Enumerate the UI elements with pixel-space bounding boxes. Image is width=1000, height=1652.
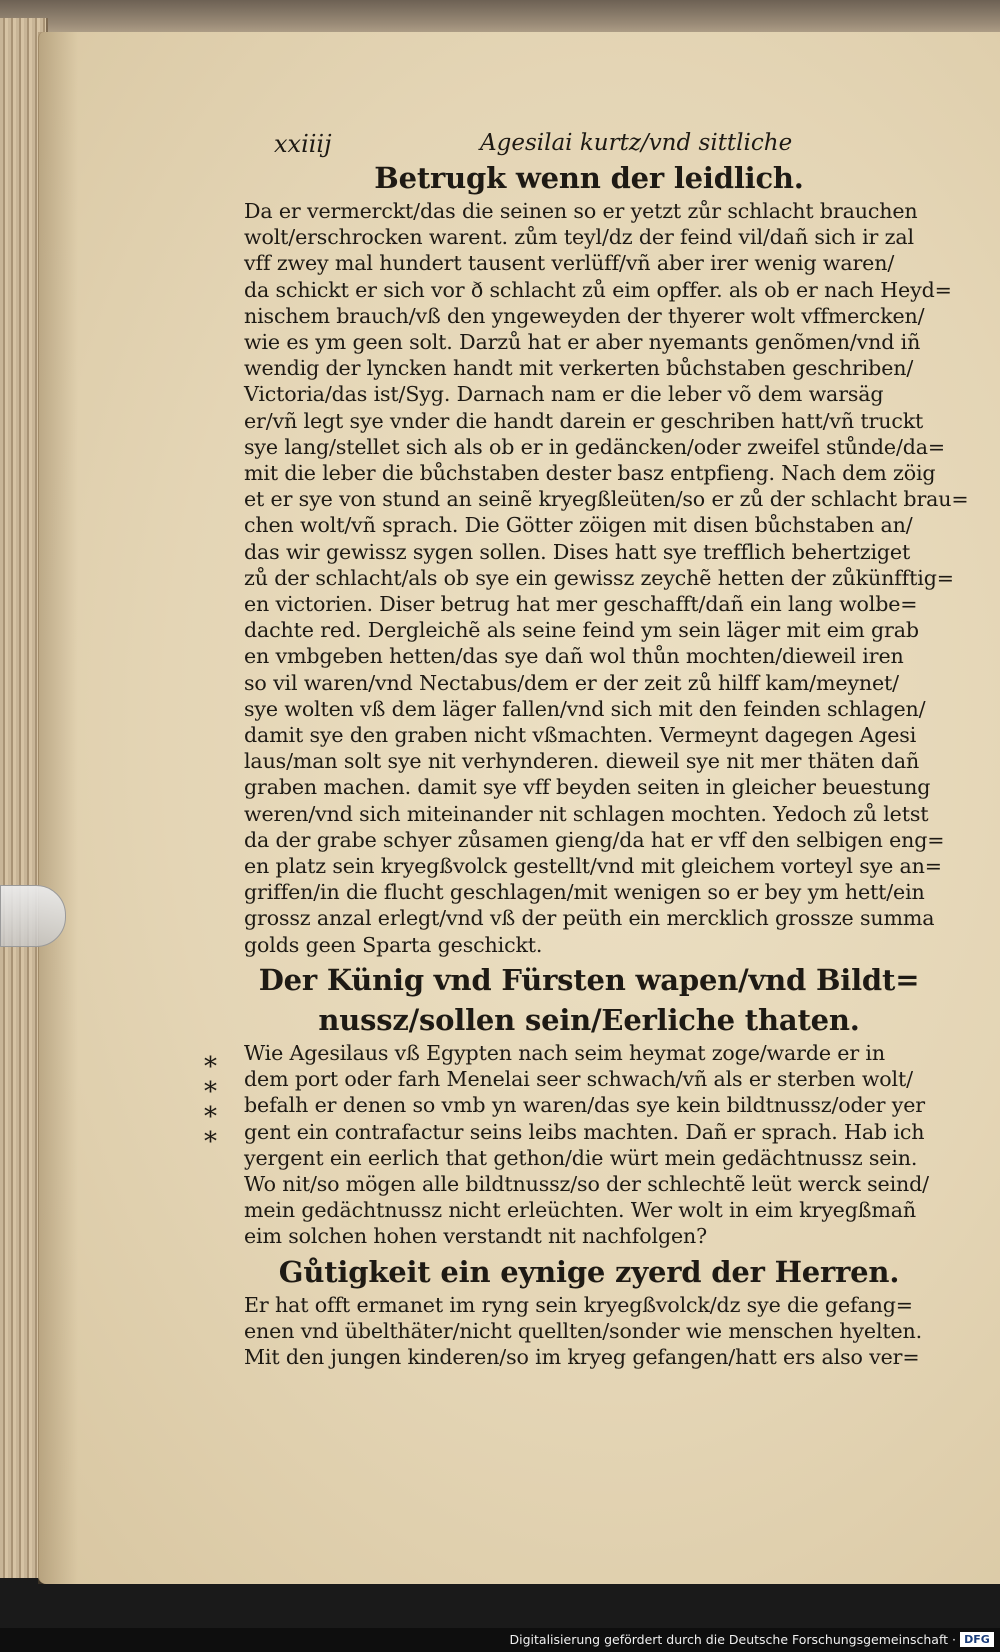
text-line: befalh er denen so vmb yn waren/das sye kein bildtnussz/oder yer <box>244 1093 925 1118</box>
text-line: en vmbgeben hetten/das sye dañ wol thůn mochten/dieweil iren <box>244 644 904 669</box>
margin-asterisk: * <box>204 1127 217 1157</box>
running-head <box>244 124 934 158</box>
section-heading: Gůtigkeit ein eynige zyerd der Herren. <box>278 1254 900 1289</box>
text-line: Wie Agesilaus vß Egypten nach seim heymat zoge/warde er in <box>244 1040 885 1065</box>
text-line: er/vñ legt sye vnder die handt darein er geschriben hatt/vñ truckt <box>244 408 924 433</box>
text-line: da schickt er sich vor ð schlacht zů eim opffer. als ob er nach Heyd= <box>244 277 952 302</box>
text-line: chen wolt/vñ sprach. Die Götter zöigen mit disen bůchstaben an/ <box>244 513 913 538</box>
text-line: graben machen. damit sye vff beyden seiten in gleicher beuestung <box>244 775 931 800</box>
text-line: nischem brauch/vß den yngeweyden der thyerer wolt vffmercken/ <box>244 303 925 328</box>
text-line: Wo nit/so mögen alle bildtnussz/so der schlechtẽ leüt werck seind/ <box>244 1171 929 1196</box>
text-line: das wir gewissz sygen sollen. Dises hatt sye trefflich behertziget <box>244 539 911 564</box>
text-line: griffen/in die flucht geschlagen/mit wenigen so er bey ym hett/ein <box>244 880 925 905</box>
text-line: zů der schlacht/als ob sye ein gewissz zeychẽ hetten der zůkünfftig= <box>244 565 954 590</box>
text-line: sye wolten vß dem läger fallen/vnd sich mit den feinden schlagen/ <box>244 696 926 721</box>
text-line: eim solchen hohen verstandt nit nachfolgen? <box>244 1224 708 1249</box>
text-line: gent ein contrafactur seins leibs machten. Dañ er sprach. Hab ich <box>244 1119 925 1144</box>
text-line: en victorien. Diser betrug hat mer geschafft/dañ ein lang wolbe= <box>244 592 918 617</box>
text-line: sye lang/stellet sich als ob er in gedäncken/oder zweifel stůnde/da= <box>244 434 946 459</box>
text-line: grossz anzal erlegt/vnd vß der peüth ein mercklich grossze summa <box>244 906 935 931</box>
running-title: Agesilai kurtz/vnd sittliche <box>480 130 793 156</box>
text-line: yergent ein eerlich that gethon/die würt mein gedächtnussz sein. <box>244 1145 918 1170</box>
text-line: dachte red. Dergleichẽ als seine feind ym sein läger mit eim grab <box>244 618 919 643</box>
text-line: mein gedächtnussz nicht erleüchten. Wer wolt in eim kryegßmañ <box>244 1198 916 1223</box>
text-line: Mit den jungen kinderen/so im kryeg gefangen/hatt ers also ver= <box>244 1344 920 1369</box>
section-heading: Der Künig vnd Fürsten wapen/vnd Bildt= <box>258 962 920 997</box>
text-line: da der grabe schyer zůsamen gieng/da hat er vff den selbigen eng= <box>244 827 945 852</box>
text-line: so vil waren/vnd Nectabus/dem er der zeit zů hilff kam/meynet/ <box>244 670 899 695</box>
margin-asterisk: * <box>204 1102 217 1132</box>
margin-asterisk: * <box>204 1052 217 1082</box>
text-line: et er sye von stund an seinẽ kryegßleüten/so er zů der schlacht brau= <box>244 487 969 512</box>
dfg-logo: DFG <box>960 1632 994 1647</box>
text-line: damit sye den graben nicht vßmachten. Vermeynt dagegen Agesi <box>244 723 917 748</box>
text-line: vff zwey mal hundert tausent verlüff/vñ aber irer wenig waren/ <box>244 251 895 276</box>
text-line: enen vnd übelthäter/nicht quellten/sonder wie menschen hyelten. <box>244 1318 923 1343</box>
text-line: wolt/erschrocken warent. zům teyl/dz der feind vil/dañ sich ir zal <box>244 225 914 250</box>
footer-credit: Digitalisierung gefördert durch die Deutsche Forschungsgemeinschaft · <box>509 1632 956 1647</box>
margin-asterisk: * <box>204 1077 217 1107</box>
text-line: Da er vermerckt/das die seinen so er yetzt zůr schlacht brauchen <box>244 199 918 223</box>
folio-number: xxiiij <box>274 130 332 158</box>
text-line: wie es ym geen solt. Darzů hat er aber nyemants genõmen/vnd iñ <box>244 330 921 355</box>
text-line: Victoria/das ist/Syg. Darnach nam er die leber võ dem warsäg <box>244 382 884 407</box>
text-line: dem port oder farh Menelai seer schwach/vñ als er sterben wolt/ <box>244 1067 913 1092</box>
text-line: mit die leber die bůchstaben dester basz entpfieng. Nach dem zöig <box>244 461 936 486</box>
text-line: laus/man solt sye nit verhynderen. dieweil sye nit mer thäten dañ <box>244 749 920 774</box>
text-line: Er hat offt ermanet im ryng sein kryegßvolck/dz sye die gefang= <box>244 1292 913 1317</box>
digitization-footer <box>0 1628 1000 1652</box>
page-clip <box>0 885 66 947</box>
section-heading: Betrugk wenn der leidlich. <box>374 161 804 195</box>
text-line: golds geen Sparta geschickt. <box>244 932 543 957</box>
page-text-block <box>244 124 969 1372</box>
body-text <box>244 158 969 1372</box>
text-line: en platz sein kryegßvolck gestellt/vnd mit gleichem vorteyl sye an= <box>244 854 942 879</box>
section-heading: nussz/sollen sein/Eerliche thaten. <box>318 1002 860 1037</box>
text-line: wendig der lyncken handt mit verkerten bůchstaben geschriben/ <box>244 356 914 381</box>
text-line: weren/vnd sich miteinander nit schlagen mochten. Yedoch zů letst <box>244 801 929 826</box>
